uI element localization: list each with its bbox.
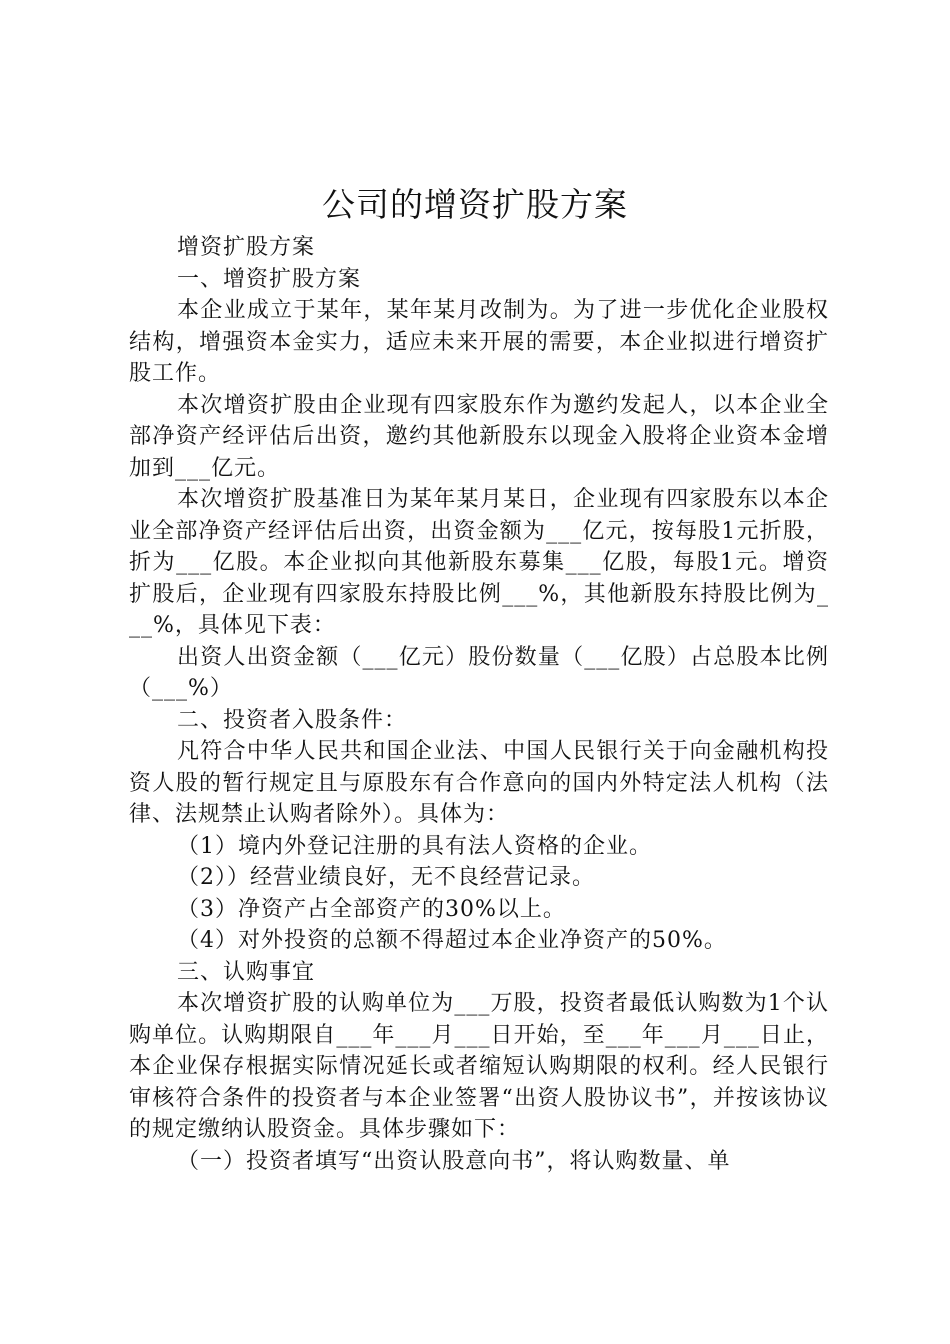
condition-item-3: （3）净资产占全部资产的30%以上。 xyxy=(177,896,566,922)
paragraph-heading-plan: 增资扩股方案 xyxy=(177,235,316,260)
paragraph-initiators: 本次增资扩股由企业现有四家股东作为邀约发起人，以本企业全部净资产经评估后出资，邀约其他新股东以现金入股将企业资本金增加到___亿元。 xyxy=(129,392,829,481)
paragraph-conditions: 凡符合中华人民共和国企业法、中国人民银行关于向金融机构投资人股的暂行规定且与原股东有合作意向的国内外特定法人机构（法律、法规禁止认购者除外）。具体为： xyxy=(129,739,829,827)
document-title: 公司的增资扩股方案 xyxy=(322,185,628,224)
paragraph-intro: 本企业成立于某年，某年某月改制为。为了进一步优化企业股权结构，增强资本金实力，适应未来开展的需要，本企业拟进行增资扩股工作。 xyxy=(129,298,829,386)
document-body xyxy=(129,232,829,1177)
section-heading-3: 三、认购事宜 xyxy=(177,959,316,985)
paragraph-subscription: 本次增资扩股的认购单位为___万股，投资者最低认购数为1个认购单位。认购期限自___年___月___日开始，至___年___月___日止，本企业保存根据实际情况延长或者缩短认购期限的权利。经人民银行审核符合条件的投资者与本企业签署“出资人股协议书”，并按该协议的规定缴纳认股资金。具体步骤如下： xyxy=(129,991,829,1142)
condition-item-1: （1）境内外登记注册的具有法人资格的企业。 xyxy=(177,833,652,859)
paragraph-step-1: （一）投资者填写“出资认股意向书”，将认购数量、单 xyxy=(177,1148,731,1174)
section-heading-2: 二、投资者入股条件： xyxy=(177,707,408,733)
condition-item-4: （4）对外投资的总额不得超过本企业净资产的50%。 xyxy=(177,928,727,953)
condition-item-2: （2））经营业绩良好，无不良经营记录。 xyxy=(177,865,595,890)
paragraph-table-header: 出资人出资金额（___亿元）股份数量（___亿股）占总股本比例（___%） xyxy=(129,644,829,701)
section-heading-1: 一、增资扩股方案 xyxy=(177,266,362,292)
paragraph-base-date: 本次增资扩股基准日为某年某月某日，企业现有四家股东以本企业全部净资产经评估后出资，出资金额为___亿元，按每股1元折股，折为___亿股。本企业拟向其他新股东募集___亿股，每股1元。增资扩股后，企业现有四家股东持股比例___%，其他新股东持股比例为___%，具体见下表： xyxy=(129,487,829,638)
